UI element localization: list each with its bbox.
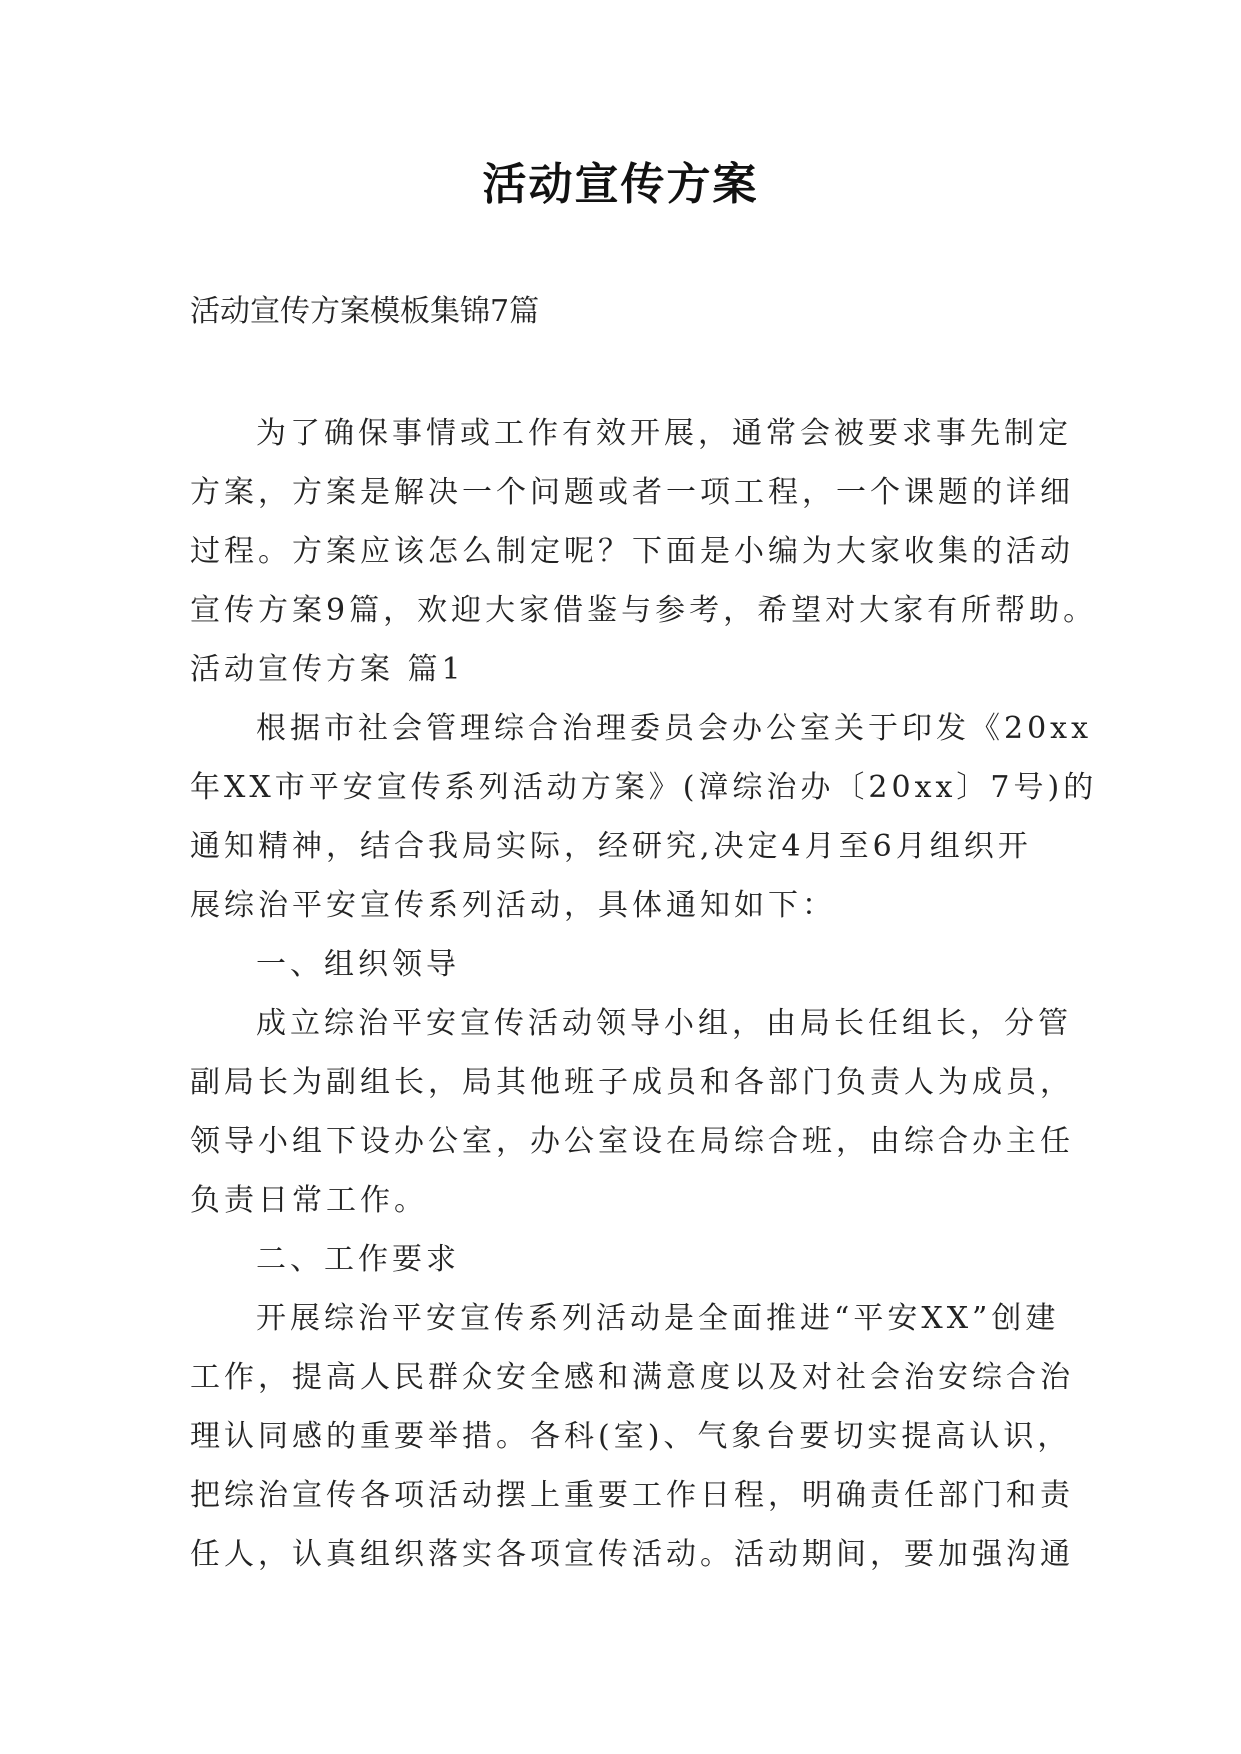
document-title: 活动宣传方案 bbox=[482, 159, 759, 210]
body-text-line: 方案，方案是解决一个问题或者一项工程，一个课题的详细 bbox=[190, 475, 1074, 510]
body-text-line: 二、工作要求 bbox=[256, 1242, 460, 1277]
body-text-line: 把综治宣传各项活动摆上重要工作日程，明确责任部门和责 bbox=[190, 1478, 1074, 1513]
document-body bbox=[190, 404, 1098, 1584]
body-text-line: 任人，认真组织落实各项宣传活动。活动期间，要加强沟通 bbox=[190, 1537, 1074, 1572]
body-text-line: 年XX市平安宣传系列活动方案》(漳综治办〔20xx〕7号)的 bbox=[190, 770, 1098, 805]
body-text-line: 活动宣传方案 篇1 bbox=[190, 652, 465, 687]
document-subtitle: 活动宣传方案模板集锦7篇 bbox=[190, 294, 540, 329]
body-text-line: 过程。方案应该怎么制定呢？下面是小编为大家收集的活动 bbox=[190, 534, 1074, 569]
body-text-line: 工作，提高人民群众安全感和满意度以及对社会治安综合治 bbox=[190, 1360, 1074, 1395]
body-text-line: 宣传方案9篇，欢迎大家借鉴与参考，希望对大家有所帮助。 bbox=[190, 593, 1098, 628]
body-text-line: 负责日常工作。 bbox=[190, 1183, 428, 1218]
body-text-line: 开展综治平安宣传系列活动是全面推进“平安XX”创建 bbox=[256, 1301, 1060, 1336]
body-text-line: 成立综治平安宣传活动领导小组，由局长任组长，分管 bbox=[256, 1006, 1072, 1041]
body-text-line: 通知精神，结合我局实际，经研究,决定4月至6月组织开 bbox=[190, 829, 1032, 864]
body-text-line: 领导小组下设办公室，办公室设在局综合班，由综合办主任 bbox=[190, 1124, 1074, 1159]
body-text-line: 根据市社会管理综合治理委员会办公室关于印发《20xx bbox=[256, 711, 1093, 746]
body-text-line: 副局长为副组长，局其他班子成员和各部门负责人为成员， bbox=[190, 1065, 1074, 1100]
body-text-line: 一、组织领导 bbox=[256, 947, 460, 982]
body-text-line: 理认同感的重要举措。各科(室)、气象台要切实提高认识， bbox=[190, 1419, 1072, 1454]
body-text-line: 展综治平安宣传系列活动，具体通知如下： bbox=[190, 888, 836, 923]
body-text-line: 为了确保事情或工作有效开展，通常会被要求事先制定 bbox=[256, 416, 1072, 451]
